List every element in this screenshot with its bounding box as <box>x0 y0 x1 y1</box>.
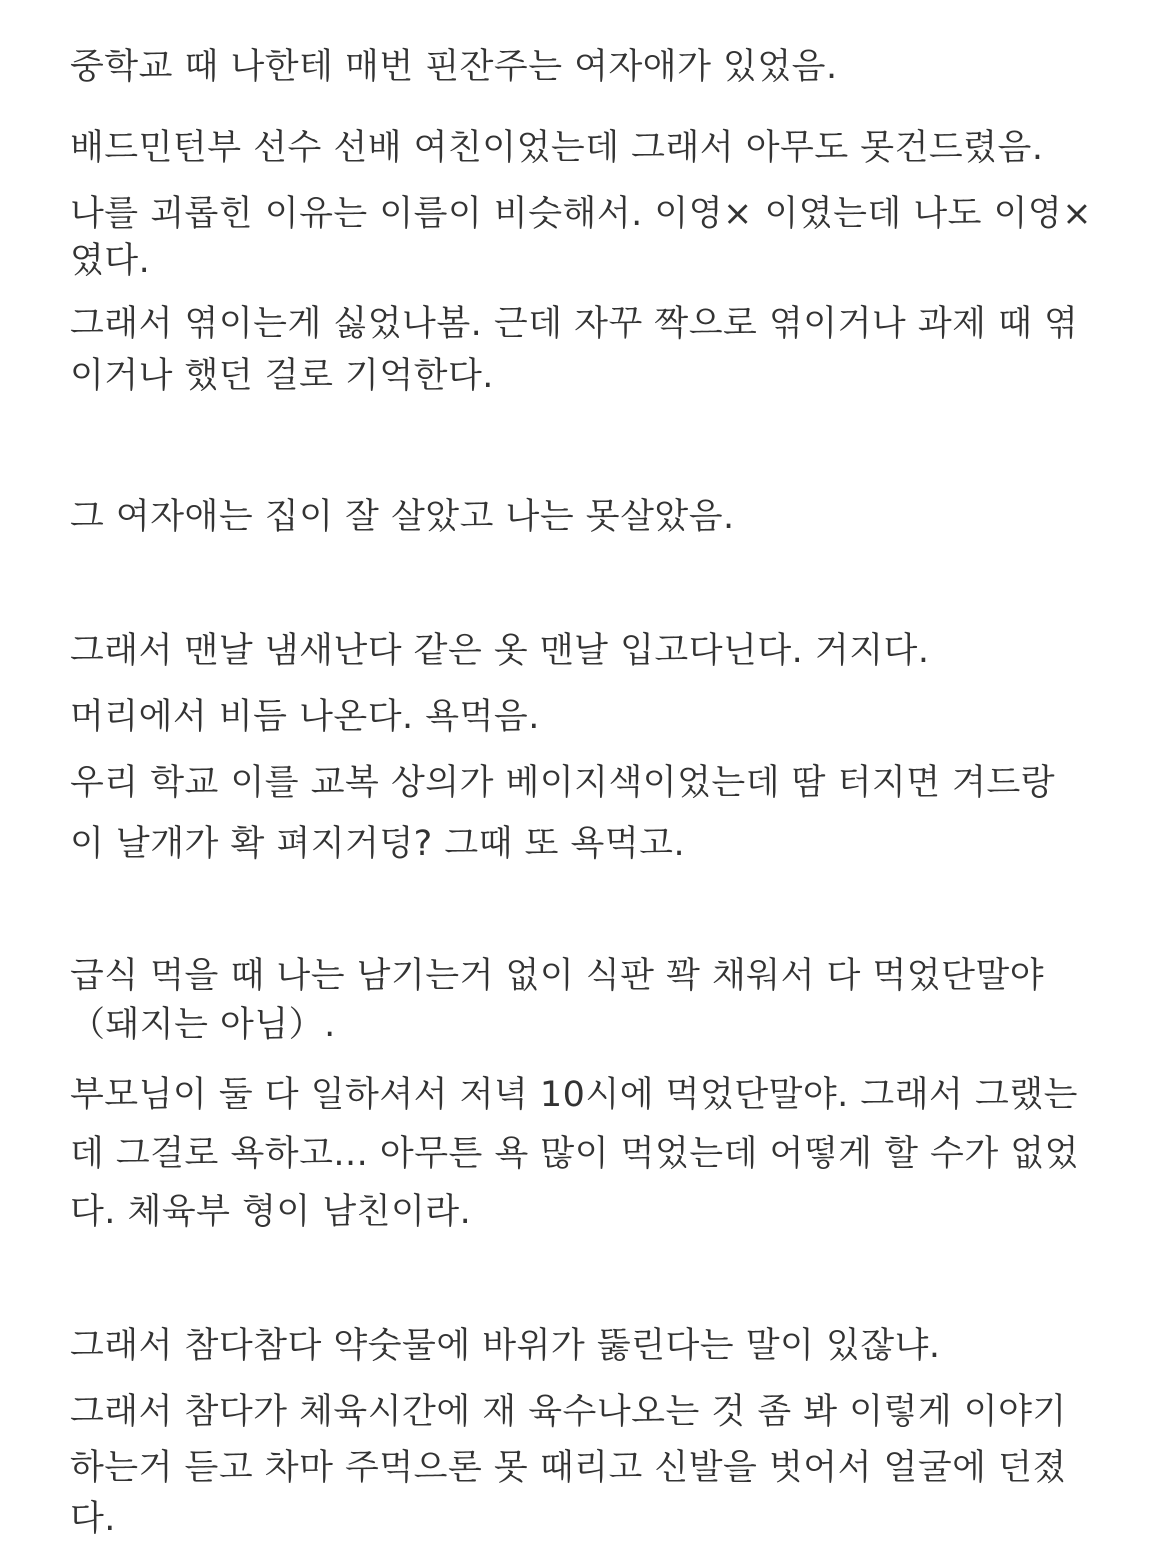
post-text-line: 다. <box>70 1499 116 1539</box>
post-text-line: 부모님이 둘 다 일하셔서 저녁 10시에 먹었단말야. 그래서 그랬는 <box>70 1075 1078 1115</box>
post-text-line: 였다. <box>70 241 151 281</box>
post-text-line: 이 날개가 확 펴지거덩? 그때 또 욕먹고. <box>70 824 686 864</box>
post-text-line: 다. 체육부 형이 남친이라. <box>70 1192 472 1232</box>
post-text-line: （돼지는 아님）. <box>70 1005 336 1045</box>
post-text-line: 나를 괴롭힌 이유는 이름이 비슷해서. 이영× 이였는데 나도 이영× <box>70 194 1093 234</box>
post-text-line: 그래서 참다가 체육시간에 재 육수나오는 것 좀 봐 이렇게 이야기 <box>70 1392 1067 1432</box>
post-text-line: 그래서 맨날 냄새난다 같은 옷 맨날 입고다닌다. 거지다. <box>70 631 930 671</box>
post-text-line: 급식 먹을 때 나는 남기는거 없이 식판 꽉 채워서 다 먹었단말야 <box>70 956 1045 996</box>
post-text-line: 그래서 엮이는게 싫었나봄. 근데 자꾸 짝으로 엮이거나 과제 때 엮 <box>70 304 1079 344</box>
post-text-line: 데 그걸로 욕하고... 아무튼 욕 많이 먹었는데 어떻게 할 수가 없었 <box>70 1134 1079 1174</box>
post-text-line: 그래서 참다참다 약숫물에 바위가 뚫린다는 말이 있잖냐. <box>70 1326 941 1366</box>
post-text-line: 배드민턴부 선수 선배 여친이었는데 그래서 아무도 못건드렸음. <box>70 128 1044 168</box>
post-text-line: 머리에서 비듬 나온다. 욕먹음. <box>70 697 540 737</box>
post-text-line: 우리 학교 이를 교복 상의가 베이지색이었는데 땀 터지면 겨드랑 <box>70 763 1056 803</box>
post-text-line: 이거나 했던 걸로 기억한다. <box>70 356 494 396</box>
post-text-line: 하는거 듣고 차마 주먹으론 못 때리고 신발을 벗어서 얼굴에 던졌 <box>70 1448 1067 1488</box>
post-text-line: 그 여자애는 집이 잘 살았고 나는 못살았음. <box>70 497 735 537</box>
post-text-line: 중학교 때 나한테 매번 핀잔주는 여자애가 있었음. <box>70 47 838 87</box>
